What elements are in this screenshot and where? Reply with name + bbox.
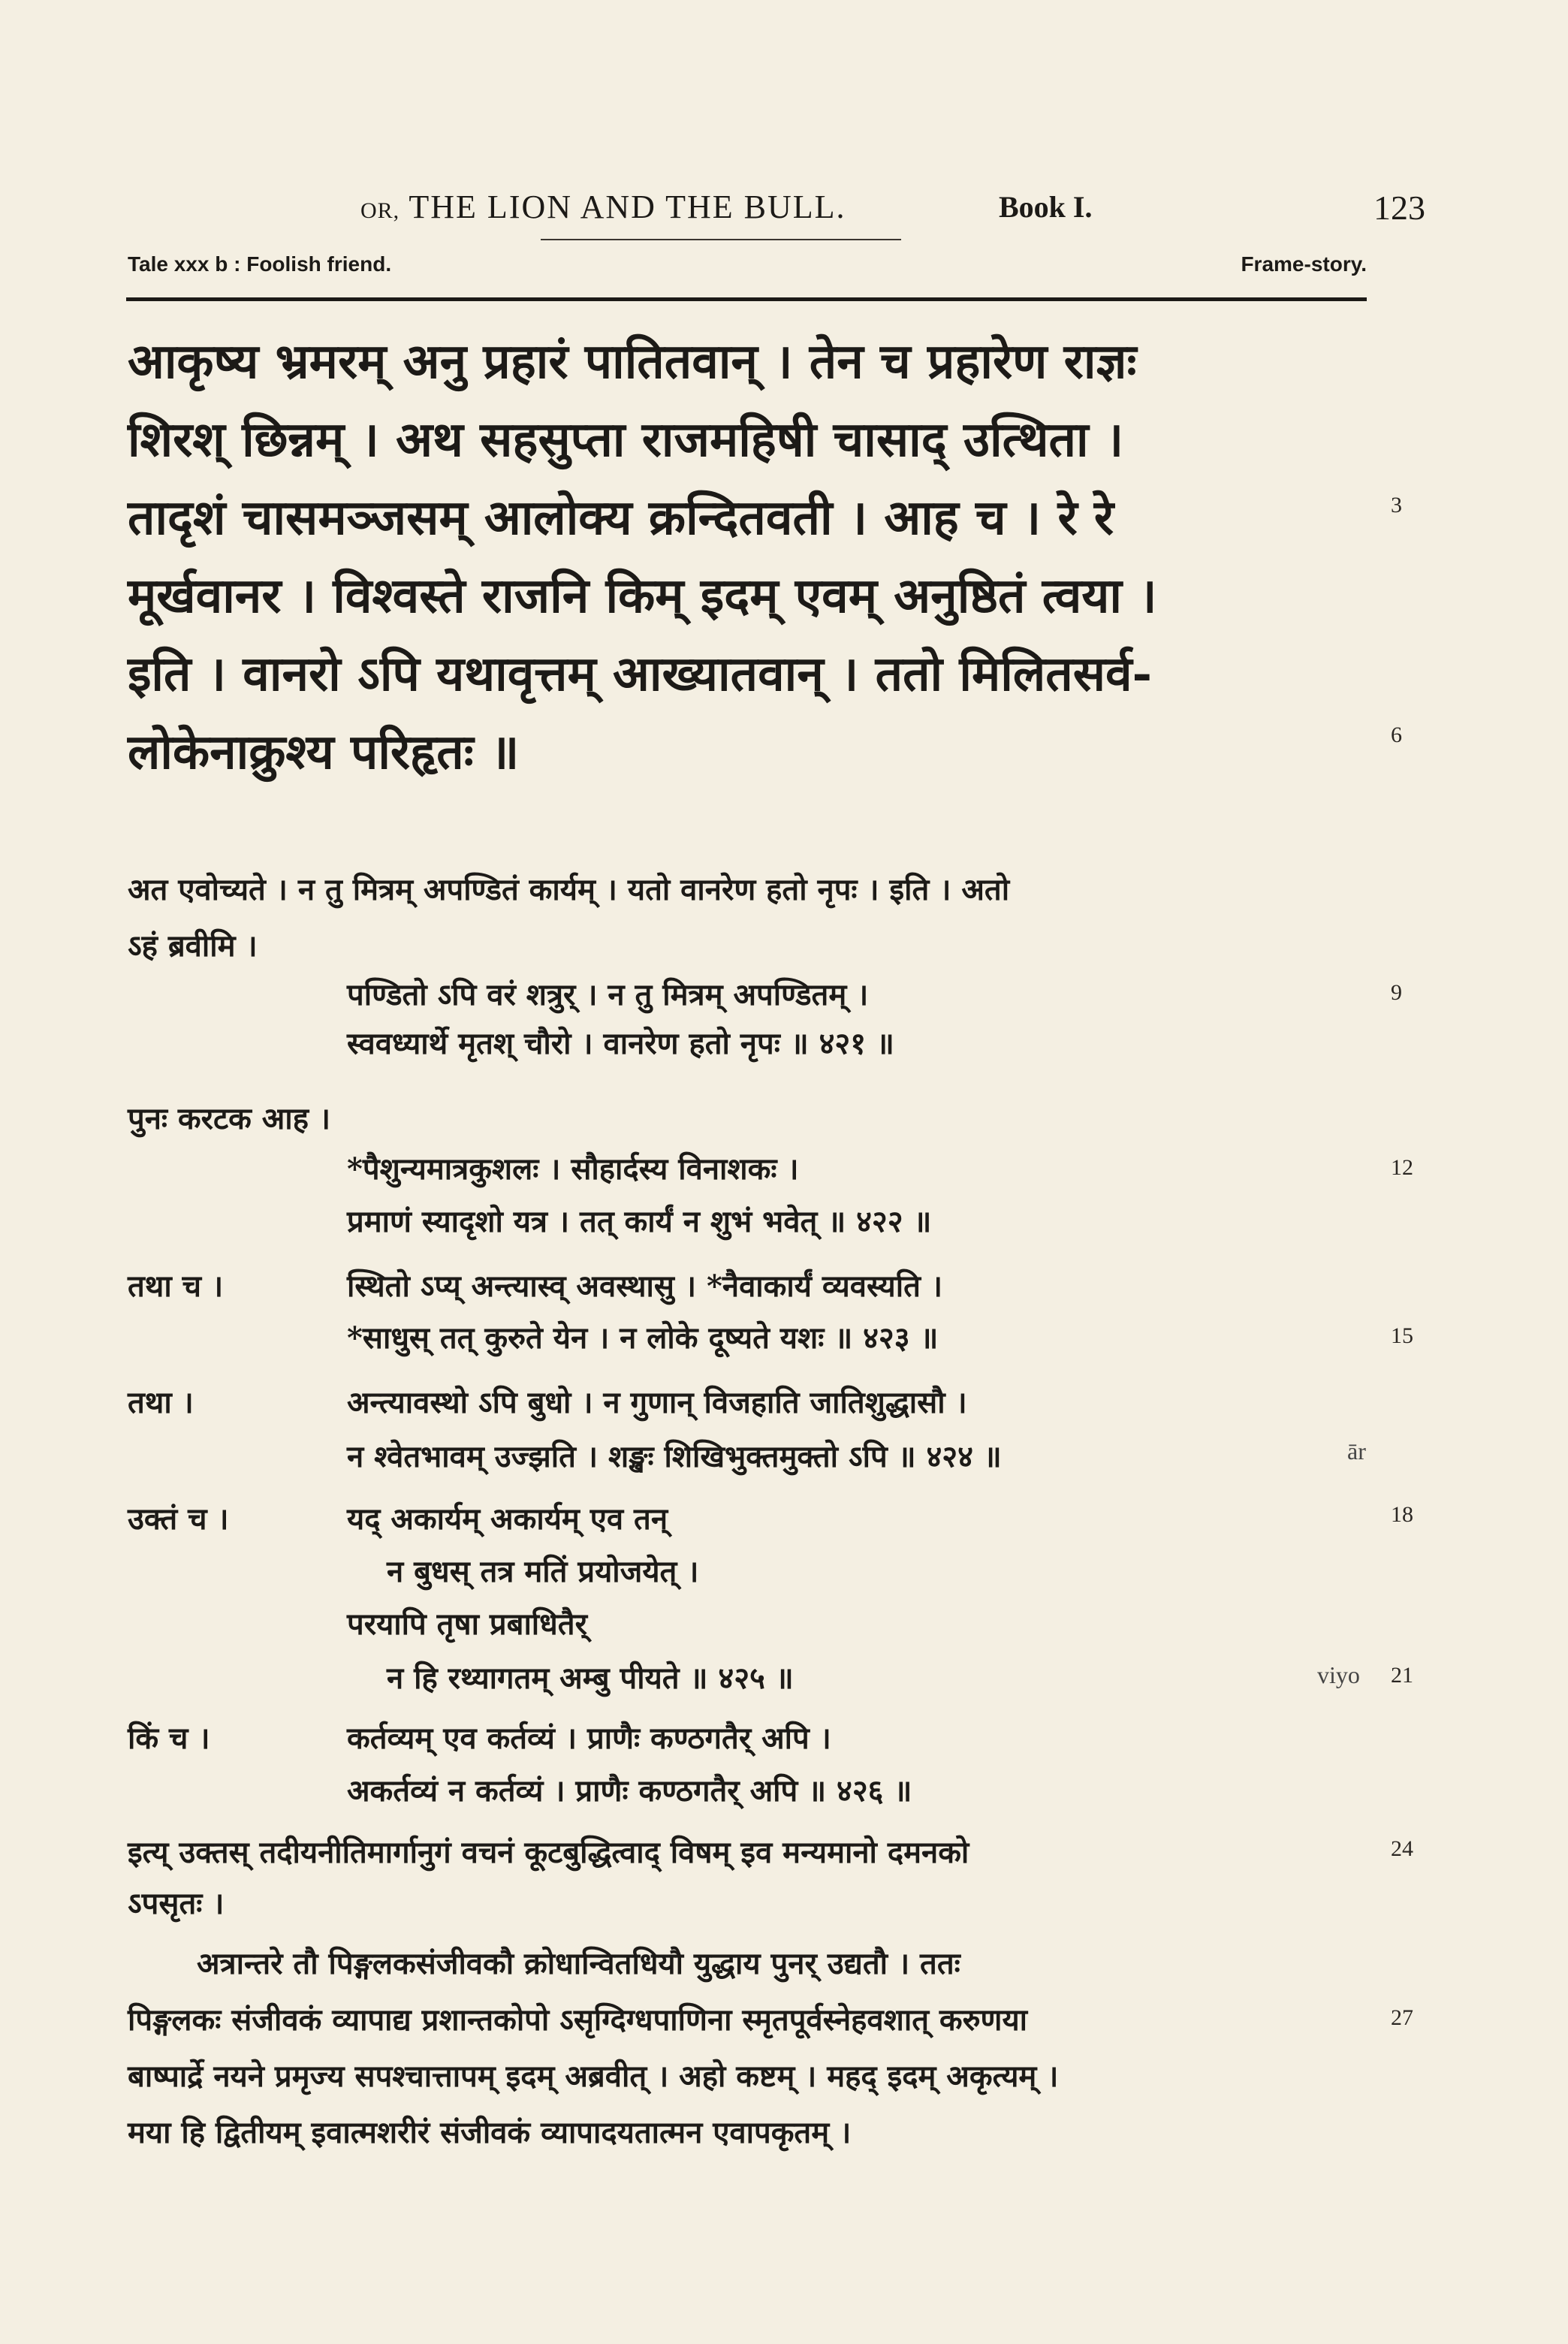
verse-422-a: *पैशुन्यमात्रकुशलः । सौहार्दस्य विनाशकः । bbox=[347, 1151, 799, 1187]
line-number-27: 27 bbox=[1391, 2005, 1413, 2030]
large-line-2: शिरश् छिन्नम् । अथ सहसुप्ता राजमहिषी चासाद् उत्थिता । bbox=[128, 412, 1124, 468]
verse-421-b: स्ववध्यार्थे मृतश् चौरो । वानरेण हतो नृपः ॥ ४२१ ॥ bbox=[347, 1026, 894, 1061]
verse-424-b: न श्वेतभावम् उज्झति । शङ्खः शिखिभुक्तमुक्तो ऽपि ॥ ४२४ ॥ bbox=[347, 1439, 1002, 1474]
prose-1-line-1: अत एवोच्यते । न तु मित्रम् अपण्डितं कार्यम् । यतो वानरेण हतो नृपः । इति । अतो bbox=[128, 872, 1010, 907]
header-short-rule bbox=[541, 239, 901, 240]
prose-1-line-2: ऽहं ब्रवीमि । bbox=[128, 928, 258, 964]
large-line-5: इति । वानरो ऽपि यथावृत्तम् आख्यातवान् । ततो मिलितसर्व- bbox=[128, 646, 1153, 702]
line-number-3: 3 bbox=[1391, 493, 1402, 517]
verse-426-b: अकर्तव्यं न कर्तव्यं । प्राणैः कण्ठगतैर् अपि ॥ ४२६ ॥ bbox=[347, 1773, 912, 1809]
margin-note-425: viyo bbox=[1317, 1661, 1360, 1688]
margin-note-424: ār bbox=[1347, 1437, 1366, 1465]
line-number-15: 15 bbox=[1391, 1323, 1413, 1348]
line-number-21: 21 bbox=[1391, 1663, 1413, 1688]
prose-2-line-2: ऽपसृतः । bbox=[128, 1886, 225, 1921]
tale-subheading: Tale xxx b : Foolish friend. bbox=[128, 252, 392, 276]
verse-421-a: पण्डितो ऽपि वरं शत्रुर् । न तु मित्रम् अपण्डितम् । bbox=[347, 977, 869, 1012]
label-423: तथा च । bbox=[128, 1269, 224, 1304]
verse-422-b: प्रमाणं स्यादृशो यत्र । तत् कार्यं न शुभं भवेत् ॥ ४२२ ॥ bbox=[347, 1204, 932, 1239]
prose-3-line-2: पिङ्गलकः संजीवकं व्यापाद्य प्रशान्तकोपो ऽसृग्दिग्धपाणिना स्मृतपूर्वस्नेहवशात् करुणया bbox=[128, 2002, 1028, 2038]
label-425: उक्तं च । bbox=[128, 1501, 229, 1537]
verse-423-b: *साधुस् तत् कुरुते येन । न लोके दूष्यते यशः ॥ ४२३ ॥ bbox=[347, 1320, 939, 1356]
verse-425-a: यद् अकार्यम् अकार्यम् एव तन् bbox=[347, 1501, 668, 1537]
large-line-3: तादृशं चासमञ्जसम् आलोक्य क्रन्दितवती । आह च । रे रे bbox=[128, 490, 1114, 546]
large-line-6: लोकेनाक्रुश्य परिहृतः ॥ bbox=[128, 724, 520, 780]
label-426: किं च । bbox=[128, 1721, 210, 1756]
verse-424-a: अन्त्यावस्थो ऽपि बुधो । न गुणान् विजहाति जातिशुद्धासौ । bbox=[347, 1385, 967, 1420]
header-rule bbox=[126, 297, 1367, 301]
prose-3-line-1: अत्रान्तरे तौ पिङ्गलकसंजीवकौ क्रोधान्वितधियौ युद्धाय पुनर् उद्यतौ । ततः bbox=[197, 1946, 960, 1981]
prose-3-line-3: बाष्पार्द्रे नयने प्रमृज्य सपश्चात्तापम् इदम् अब्रवीत् । अहो कष्टम् । महद् इदम् अकृत्यम् । bbox=[128, 2059, 1059, 2094]
running-title-text: THE LION AND THE BULL. bbox=[409, 189, 846, 225]
verse-423-a: स्थितो ऽप्य् अन्त्यास्व् अवस्थासु । *नैवाकार्यं व्यवस्यति । bbox=[347, 1269, 942, 1304]
running-head bbox=[126, 188, 1425, 240]
large-line-1: आकृष्य भ्रमरम् अनु प्रहारं पातितवान् । तेन च प्रहारेण राज्ञः bbox=[128, 333, 1137, 390]
book-label: Book I. bbox=[999, 190, 1093, 224]
intro-422: पुनः करटक आह । bbox=[128, 1101, 331, 1136]
running-title bbox=[360, 188, 846, 226]
running-title-or: OR, bbox=[360, 198, 400, 223]
verse-425-b: न बुधस् तत्र मतिं प्रयोजयेत् । bbox=[387, 1554, 699, 1589]
verse-425-c: परयापि तृषा प्रबाधितैर् bbox=[347, 1606, 587, 1642]
line-number-6: 6 bbox=[1391, 723, 1402, 747]
large-text-block bbox=[128, 323, 1374, 792]
line-number-9: 9 bbox=[1391, 980, 1402, 1005]
prose-2-line-1: इत्य् उक्तस् तदीयनीतिमार्गानुगं वचनं कूटबुद्धित्वाद् विषम् इव मन्यमानो दमनको bbox=[128, 1835, 969, 1870]
story-subheading: Frame-story. bbox=[1241, 252, 1367, 276]
line-number-12: 12 bbox=[1391, 1155, 1413, 1180]
verse-425-d: न हि रथ्यागतम् अम्बु पीयते ॥ ४२५ ॥ bbox=[387, 1661, 794, 1696]
line-number-24: 24 bbox=[1391, 1836, 1413, 1861]
page-number: 123 bbox=[1374, 189, 1425, 227]
line-number-18: 18 bbox=[1391, 1502, 1413, 1527]
verse-426-a: कर्तव्यम् एव कर्तव्यं । प्राणैः कण्ठगतैर् अपि । bbox=[347, 1721, 831, 1756]
large-line-4: मूर्खवानर । विश्वस्ते राजनि किम् इदम् एवम् अनुष्ठितं त्वया । bbox=[128, 568, 1157, 624]
label-424: तथा । bbox=[128, 1385, 194, 1420]
prose-3-line-4: मया हि द्वितीयम् इवात्मशरीरं संजीवकं व्यापादयतात्मन एवापकृतम् । bbox=[128, 2115, 852, 2150]
